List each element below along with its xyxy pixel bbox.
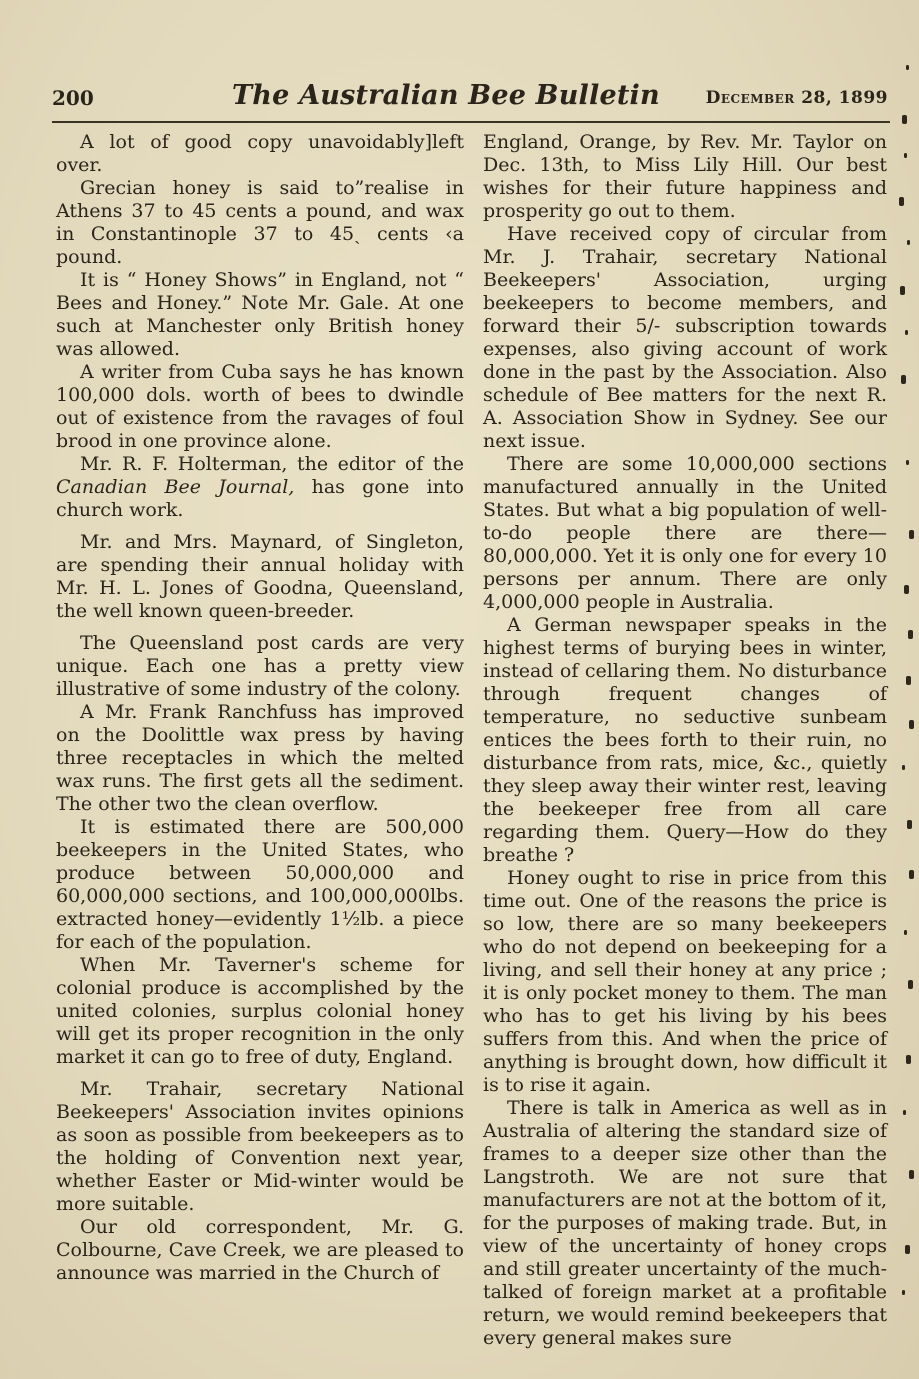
edge-mark <box>909 870 914 879</box>
edge-mark <box>905 1245 910 1254</box>
news-item: England, Orange, by Rev. Mr. Taylor on Dec. 13th, to Miss Lily Hill. Our best wishes for their future happiness and prosperity go out to them. <box>483 131 887 222</box>
edge-mark <box>907 240 910 245</box>
news-item: A writer from Cuba says he has known 100,000 dols. worth of bees to dwindle out of existence from the ravages of foul brood in one province alone. <box>56 361 464 452</box>
news-item: Have received copy of circular from Mr. J. Trahair, secretary National Beekeepers' Association, urging beekeepers to become members, and forward their 5/- subscription towards expenses, also giving account of work done in the past by the Association. Also schedule of Bee matters for the next R. A. Association Show in Sydney. See our next issue. <box>483 223 887 452</box>
edge-mark <box>899 197 904 206</box>
page-number: 200 <box>52 86 94 110</box>
news-item: Mr. R. F. Holterman, the editor of the Canadian Bee Journal, has gone into church work. <box>56 453 464 521</box>
edge-mark <box>901 375 906 384</box>
edge-mark <box>905 330 908 335</box>
news-item: There is talk in America as well as in Australia of altering the standard size of frames to a deeper size other than the Langstroth. We are not sure that manufacturers are not at the bottom of it, for the purposes of making trade. But, in view of the uncertainty of honey crops and still greater uncertainty of the much-talked of foreign market at a profitable return, we would remind beekeepers that every general makes sure <box>483 1097 887 1349</box>
edge-mark <box>906 460 909 465</box>
news-item: A Mr. Frank Ranchfuss has improved on the Doolittle wax press by having three receptacles in which the melted wax runs. The first gets all the sediment. The other two the clean overflow. <box>56 701 464 815</box>
news-item: Grecian honey is said to”realise in Athens 37 to 45 cents a pound, and wax in Constantinople 37 to 45ˎ cents ‹a pound. <box>56 177 464 268</box>
journal-name: Canadian Bee Journal, <box>56 476 295 498</box>
edge-mark <box>907 820 912 829</box>
edge-mark <box>904 585 909 594</box>
edge-mark <box>908 630 913 639</box>
edge-mark <box>906 676 911 685</box>
edge-mark <box>909 1170 914 1179</box>
edge-mark <box>903 1110 906 1115</box>
news-item: There are some 10,000,000 sections manufactured annually in the United States. But what a big population of well-to-do people there are there— 80,000,000. Yet it is only one for every 10 persons per annum. There are only 4,000,000 people in Australia. <box>483 453 887 613</box>
news-item: When Mr. Taverner's scheme for colonial produce is accomplished by the united colonies, surplus colonial honey will get its proper recognition in the only market it can go to free of duty, England. <box>56 954 464 1068</box>
left-column <box>56 131 464 1285</box>
edge-mark <box>904 153 907 158</box>
news-item: It is estimated there are 500,000 beekeepers in the United States, who produce between 50,000,000 and 60,000,000 sections, and 100,000,000lbs. extracted honey—evidently 1½lb. a piece for each of the population. <box>56 816 464 953</box>
edge-mark <box>902 765 905 770</box>
news-item: The Queensland post cards are very unique. Each one has a pretty view illustrative of some industry of the colony. <box>56 632 464 700</box>
right-column <box>483 131 887 1350</box>
news-item: It is “ Honey Shows” in England, not “ Bees and Honey.” Note Mr. Gale. At one such at Manchester only British honey was allowed. <box>56 269 464 360</box>
edge-mark <box>908 980 913 989</box>
news-item: Our old correspondent, Mr. G. Colbourne, Cave Creek, we are pleased to announce was married in the Church of <box>56 1216 464 1284</box>
binding-edge-marks <box>894 60 919 1360</box>
issue-date: December 28, 1899 <box>705 88 888 108</box>
edge-mark <box>900 286 905 295</box>
edge-mark <box>909 530 914 539</box>
page-header <box>52 80 892 120</box>
news-item: Mr. Trahair, secretary National Beekeepers' Association invites opinions as soon as possible from beekeepers as to the holding of Convention next year, whether Easter or Mid-winter would be more suitable. <box>56 1078 464 1215</box>
news-item: Honey ought to rise in price from this time out. One of the reasons the price is so low, there are so many beekeepers who do not depend on beekeeping for a living, and sell their honey at any price ; it is only pocket money to them. The man who has to get his living by his bees suffers from this. And when the price of anything is brought down, how difficult it is to rise it again. <box>483 867 887 1096</box>
edge-mark <box>902 1290 905 1295</box>
edge-mark <box>909 720 914 729</box>
edge-mark <box>902 115 907 124</box>
news-item: A German newspaper speaks in the highest terms of burying bees in winter, instead of cellaring them. No disturbance through frequent changes of temperature, no seductive sunbeam entices the bees forth to their ruin, no disturbance from rats, mice, &c., quietly they sleep away their winter rest, leaving the beekeeper free from all care regarding them. Query—How do they breathe ? <box>483 614 887 866</box>
news-item: A lot of good copy unavoidably]left over. <box>56 131 464 176</box>
journal-title: The Australian Bee Bulletin <box>232 80 660 111</box>
edge-mark <box>904 930 907 935</box>
edge-mark <box>906 1055 911 1064</box>
header-rule <box>52 121 890 123</box>
edge-mark <box>906 65 909 70</box>
news-item: Mr. and Mrs. Maynard, of Singleton, are spending their annual holiday with Mr. H. L. Jones of Goodna, Queensland, the well known queen-breeder. <box>56 531 464 622</box>
